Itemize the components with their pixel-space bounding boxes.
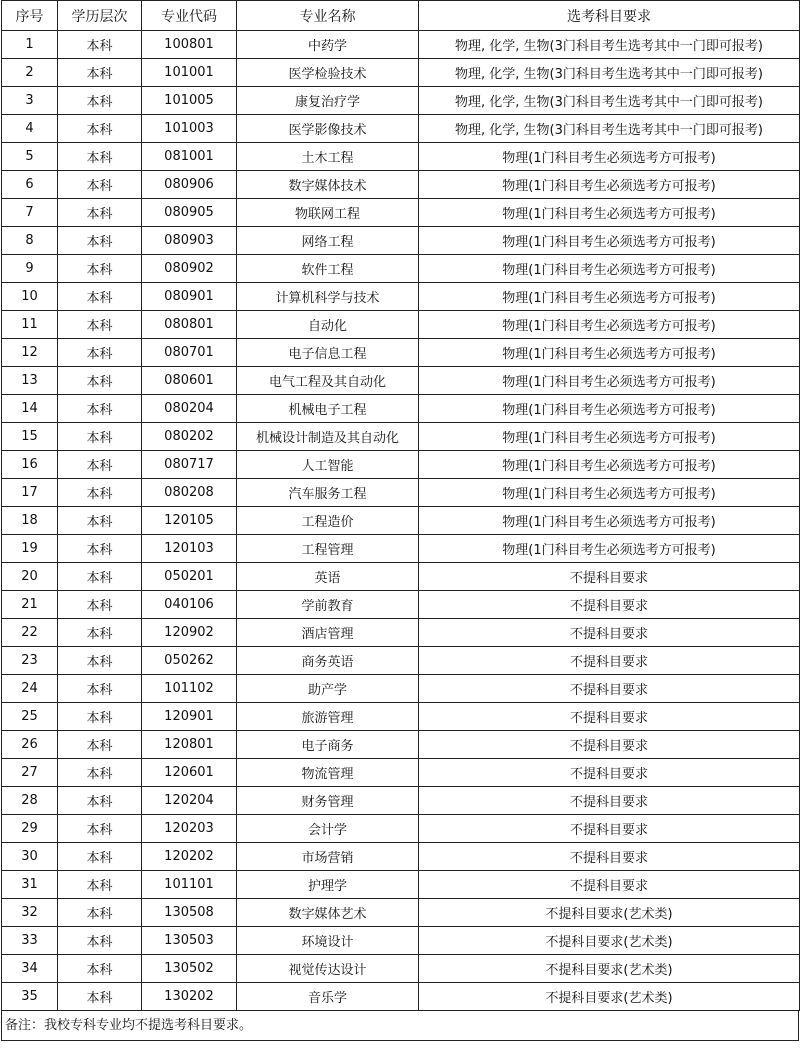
- cell-subject-requirement: 不提科目要求: [419, 675, 800, 703]
- cell-serial-number: 31: [2, 871, 58, 899]
- cell-serial-number: 33: [2, 927, 58, 955]
- table-row: [2, 31, 800, 59]
- cell-education-level: 本科: [58, 703, 142, 731]
- table-row: [2, 955, 800, 983]
- cell-education-level: 本科: [58, 115, 142, 143]
- cell-serial-number: 11: [2, 311, 58, 339]
- table-row: [2, 927, 800, 955]
- cell-major-name: 视觉传达设计: [237, 955, 419, 983]
- cell-subject-requirement: 不提科目要求: [419, 731, 800, 759]
- cell-major-code: 080208: [142, 479, 237, 507]
- cell-subject-requirement: 不提科目要求: [419, 787, 800, 815]
- cell-major-name: 旅游管理: [237, 703, 419, 731]
- cell-education-level: 本科: [58, 983, 142, 1011]
- cell-education-level: 本科: [58, 843, 142, 871]
- table-row: [2, 255, 800, 283]
- cell-education-level: 本科: [58, 731, 142, 759]
- cell-major-code: 101101: [142, 871, 237, 899]
- cell-education-level: 本科: [58, 59, 142, 87]
- cell-subject-requirement: 物理(1门科目考生必须选考方可报考): [419, 255, 800, 283]
- table-row: [2, 451, 800, 479]
- cell-subject-requirement: 不提科目要求(艺术类): [419, 955, 800, 983]
- cell-major-code: 120203: [142, 815, 237, 843]
- cell-education-level: 本科: [58, 227, 142, 255]
- cell-major-name: 医学检验技术: [237, 59, 419, 87]
- cell-serial-number: 25: [2, 703, 58, 731]
- cell-major-name: 自动化: [237, 311, 419, 339]
- cell-serial-number: 17: [2, 479, 58, 507]
- table-row: [2, 143, 800, 171]
- cell-education-level: 本科: [58, 507, 142, 535]
- table-row: [2, 479, 800, 507]
- cell-education-level: 本科: [58, 815, 142, 843]
- cell-education-level: 本科: [58, 955, 142, 983]
- cell-major-name: 软件工程: [237, 255, 419, 283]
- cell-major-name: 人工智能: [237, 451, 419, 479]
- cell-major-name: 数字媒体艺术: [237, 899, 419, 927]
- table-row: [2, 423, 800, 451]
- cell-subject-requirement: 物理(1门科目考生必须选考方可报考): [419, 423, 800, 451]
- cell-major-code: 130202: [142, 983, 237, 1011]
- cell-major-name: 市场营销: [237, 843, 419, 871]
- cell-serial-number: 26: [2, 731, 58, 759]
- cell-major-code: 101005: [142, 87, 237, 115]
- table-body: [2, 31, 800, 1011]
- cell-education-level: 本科: [58, 423, 142, 451]
- table-row: [2, 647, 800, 675]
- footnote: 备注：我校专科专业均不提选考科目要求。: [1, 1011, 799, 1041]
- cell-subject-requirement: 物理(1门科目考生必须选考方可报考): [419, 311, 800, 339]
- cell-education-level: 本科: [58, 199, 142, 227]
- cell-major-name: 工程造价: [237, 507, 419, 535]
- cell-education-level: 本科: [58, 899, 142, 927]
- cell-serial-number: 13: [2, 367, 58, 395]
- cell-serial-number: 8: [2, 227, 58, 255]
- cell-education-level: 本科: [58, 479, 142, 507]
- cell-subject-requirement: 物理(1门科目考生必须选考方可报考): [419, 143, 800, 171]
- cell-major-code: 120103: [142, 535, 237, 563]
- cell-subject-requirement: 物理, 化学, 生物(3门科目考生选考其中一门即可报考): [419, 115, 800, 143]
- table-row: [2, 311, 800, 339]
- cell-serial-number: 23: [2, 647, 58, 675]
- cell-major-name: 财务管理: [237, 787, 419, 815]
- cell-subject-requirement: 物理, 化学, 生物(3门科目考生选考其中一门即可报考): [419, 87, 800, 115]
- cell-education-level: 本科: [58, 311, 142, 339]
- table-row: [2, 983, 800, 1011]
- cell-subject-requirement: 物理(1门科目考生必须选考方可报考): [419, 507, 800, 535]
- cell-serial-number: 18: [2, 507, 58, 535]
- cell-subject-requirement: 物理(1门科目考生必须选考方可报考): [419, 535, 800, 563]
- table-row: [2, 59, 800, 87]
- cell-serial-number: 30: [2, 843, 58, 871]
- cell-serial-number: 14: [2, 395, 58, 423]
- cell-subject-requirement: 不提科目要求: [419, 563, 800, 591]
- table-row: [2, 227, 800, 255]
- cell-subject-requirement: 物理(1门科目考生必须选考方可报考): [419, 367, 800, 395]
- cell-education-level: 本科: [58, 339, 142, 367]
- cell-major-code: 130502: [142, 955, 237, 983]
- cell-major-code: 130508: [142, 899, 237, 927]
- cell-major-name: 工程管理: [237, 535, 419, 563]
- cell-major-code: 081001: [142, 143, 237, 171]
- cell-major-code: 120801: [142, 731, 237, 759]
- cell-major-code: 080202: [142, 423, 237, 451]
- cell-education-level: 本科: [58, 367, 142, 395]
- cell-education-level: 本科: [58, 675, 142, 703]
- cell-subject-requirement: 物理(1门科目考生必须选考方可报考): [419, 339, 800, 367]
- cell-major-name: 网络工程: [237, 227, 419, 255]
- table-row: [2, 507, 800, 535]
- cell-major-name: 音乐学: [237, 983, 419, 1011]
- cell-serial-number: 21: [2, 591, 58, 619]
- cell-serial-number: 3: [2, 87, 58, 115]
- cell-education-level: 本科: [58, 87, 142, 115]
- cell-major-name: 机械电子工程: [237, 395, 419, 423]
- cell-subject-requirement: 物理(1门科目考生必须选考方可报考): [419, 171, 800, 199]
- cell-major-code: 080902: [142, 255, 237, 283]
- header-serial-number: 序号: [2, 1, 58, 31]
- cell-education-level: 本科: [58, 171, 142, 199]
- cell-subject-requirement: 不提科目要求: [419, 703, 800, 731]
- cell-subject-requirement: 不提科目要求: [419, 647, 800, 675]
- cell-subject-requirement: 不提科目要求: [419, 815, 800, 843]
- table-row: [2, 199, 800, 227]
- table-header-row: [2, 1, 800, 31]
- cell-education-level: 本科: [58, 787, 142, 815]
- cell-major-name: 电气工程及其自动化: [237, 367, 419, 395]
- cell-major-code: 120601: [142, 759, 237, 787]
- cell-major-code: 080903: [142, 227, 237, 255]
- table-row: [2, 591, 800, 619]
- cell-education-level: 本科: [58, 759, 142, 787]
- cell-major-code: 100801: [142, 31, 237, 59]
- cell-major-name: 英语: [237, 563, 419, 591]
- cell-major-name: 学前教育: [237, 591, 419, 619]
- table-row: [2, 563, 800, 591]
- cell-major-code: 080801: [142, 311, 237, 339]
- cell-serial-number: 15: [2, 423, 58, 451]
- major-requirements-table: [1, 0, 800, 1011]
- cell-education-level: 本科: [58, 619, 142, 647]
- cell-subject-requirement: 不提科目要求: [419, 591, 800, 619]
- header-major-name: 专业名称: [237, 1, 419, 31]
- cell-major-name: 中药学: [237, 31, 419, 59]
- cell-major-code: 080601: [142, 367, 237, 395]
- cell-major-code: 080717: [142, 451, 237, 479]
- cell-major-code: 101102: [142, 675, 237, 703]
- table-row: [2, 899, 800, 927]
- cell-education-level: 本科: [58, 31, 142, 59]
- table-row: [2, 171, 800, 199]
- cell-major-name: 机械设计制造及其自动化: [237, 423, 419, 451]
- cell-subject-requirement: 不提科目要求: [419, 871, 800, 899]
- cell-education-level: 本科: [58, 143, 142, 171]
- cell-major-code: 080905: [142, 199, 237, 227]
- cell-major-code: 130503: [142, 927, 237, 955]
- cell-major-name: 数字媒体技术: [237, 171, 419, 199]
- cell-major-code: 120105: [142, 507, 237, 535]
- cell-major-name: 土木工程: [237, 143, 419, 171]
- cell-serial-number: 27: [2, 759, 58, 787]
- cell-subject-requirement: 不提科目要求: [419, 759, 800, 787]
- cell-subject-requirement: 物理, 化学, 生物(3门科目考生选考其中一门即可报考): [419, 31, 800, 59]
- cell-major-name: 环境设计: [237, 927, 419, 955]
- table-row: [2, 87, 800, 115]
- cell-subject-requirement: 不提科目要求: [419, 619, 800, 647]
- cell-serial-number: 24: [2, 675, 58, 703]
- cell-education-level: 本科: [58, 927, 142, 955]
- cell-serial-number: 1: [2, 31, 58, 59]
- cell-serial-number: 22: [2, 619, 58, 647]
- cell-major-name: 康复治疗学: [237, 87, 419, 115]
- header-subject-requirement: 选考科目要求: [419, 1, 800, 31]
- cell-major-name: 计算机科学与技术: [237, 283, 419, 311]
- table-row: [2, 759, 800, 787]
- table-row: [2, 787, 800, 815]
- cell-serial-number: 35: [2, 983, 58, 1011]
- cell-subject-requirement: 不提科目要求(艺术类): [419, 983, 800, 1011]
- table-row: [2, 731, 800, 759]
- table-row: [2, 367, 800, 395]
- cell-serial-number: 19: [2, 535, 58, 563]
- cell-serial-number: 10: [2, 283, 58, 311]
- cell-major-name: 酒店管理: [237, 619, 419, 647]
- cell-major-code: 120902: [142, 619, 237, 647]
- cell-serial-number: 4: [2, 115, 58, 143]
- cell-major-code: 080906: [142, 171, 237, 199]
- cell-serial-number: 9: [2, 255, 58, 283]
- table-row: [2, 339, 800, 367]
- cell-education-level: 本科: [58, 255, 142, 283]
- cell-subject-requirement: 不提科目要求(艺术类): [419, 927, 800, 955]
- table-row: [2, 395, 800, 423]
- cell-major-name: 汽车服务工程: [237, 479, 419, 507]
- cell-education-level: 本科: [58, 563, 142, 591]
- table-row: [2, 815, 800, 843]
- cell-subject-requirement: 物理(1门科目考生必须选考方可报考): [419, 479, 800, 507]
- cell-major-code: 080901: [142, 283, 237, 311]
- cell-serial-number: 2: [2, 59, 58, 87]
- cell-education-level: 本科: [58, 283, 142, 311]
- cell-serial-number: 5: [2, 143, 58, 171]
- table-row: [2, 283, 800, 311]
- cell-major-code: 080701: [142, 339, 237, 367]
- cell-major-name: 物流管理: [237, 759, 419, 787]
- cell-subject-requirement: 不提科目要求: [419, 843, 800, 871]
- cell-education-level: 本科: [58, 871, 142, 899]
- cell-education-level: 本科: [58, 591, 142, 619]
- cell-education-level: 本科: [58, 395, 142, 423]
- cell-major-code: 120202: [142, 843, 237, 871]
- cell-subject-requirement: 物理, 化学, 生物(3门科目考生选考其中一门即可报考): [419, 59, 800, 87]
- cell-major-name: 电子商务: [237, 731, 419, 759]
- cell-major-name: 商务英语: [237, 647, 419, 675]
- cell-serial-number: 28: [2, 787, 58, 815]
- table-row: [2, 843, 800, 871]
- cell-subject-requirement: 不提科目要求(艺术类): [419, 899, 800, 927]
- cell-major-code: 120204: [142, 787, 237, 815]
- cell-major-name: 助产学: [237, 675, 419, 703]
- cell-serial-number: 20: [2, 563, 58, 591]
- cell-subject-requirement: 物理(1门科目考生必须选考方可报考): [419, 199, 800, 227]
- cell-major-name: 护理学: [237, 871, 419, 899]
- cell-subject-requirement: 物理(1门科目考生必须选考方可报考): [419, 451, 800, 479]
- cell-major-code: 120901: [142, 703, 237, 731]
- cell-major-code: 040106: [142, 591, 237, 619]
- cell-subject-requirement: 物理(1门科目考生必须选考方可报考): [419, 227, 800, 255]
- cell-education-level: 本科: [58, 451, 142, 479]
- subject-requirements-sheet: [1, 0, 799, 1041]
- cell-serial-number: 29: [2, 815, 58, 843]
- cell-serial-number: 32: [2, 899, 58, 927]
- cell-serial-number: 16: [2, 451, 58, 479]
- cell-serial-number: 34: [2, 955, 58, 983]
- cell-major-name: 医学影像技术: [237, 115, 419, 143]
- cell-serial-number: 7: [2, 199, 58, 227]
- table-row: [2, 871, 800, 899]
- cell-major-code: 050262: [142, 647, 237, 675]
- header-education-level: 学历层次: [58, 1, 142, 31]
- table-row: [2, 619, 800, 647]
- cell-serial-number: 12: [2, 339, 58, 367]
- cell-major-name: 物联网工程: [237, 199, 419, 227]
- table-row: [2, 675, 800, 703]
- cell-education-level: 本科: [58, 535, 142, 563]
- cell-major-name: 会计学: [237, 815, 419, 843]
- cell-major-name: 电子信息工程: [237, 339, 419, 367]
- cell-major-code: 101001: [142, 59, 237, 87]
- cell-major-code: 080204: [142, 395, 237, 423]
- cell-education-level: 本科: [58, 647, 142, 675]
- cell-major-code: 101003: [142, 115, 237, 143]
- cell-subject-requirement: 物理(1门科目考生必须选考方可报考): [419, 283, 800, 311]
- table-row: [2, 115, 800, 143]
- table-row: [2, 703, 800, 731]
- table-row: [2, 535, 800, 563]
- header-major-code: 专业代码: [142, 1, 237, 31]
- cell-subject-requirement: 物理(1门科目考生必须选考方可报考): [419, 395, 800, 423]
- cell-major-code: 050201: [142, 563, 237, 591]
- cell-serial-number: 6: [2, 171, 58, 199]
